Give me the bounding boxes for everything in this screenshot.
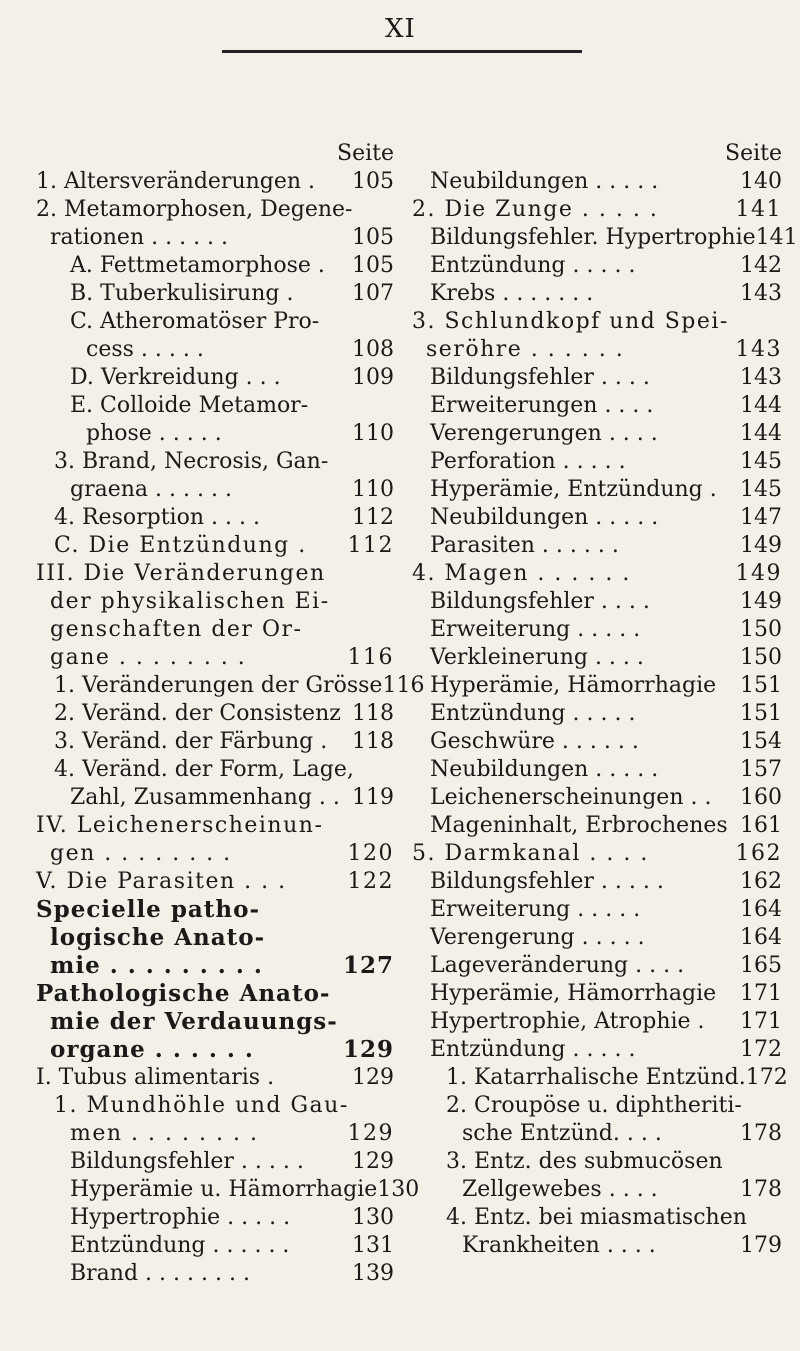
toc-page-number: 144 xyxy=(740,421,782,446)
page-number: XI xyxy=(385,14,416,44)
toc-page-number: 129 xyxy=(347,1121,394,1146)
toc-entry xyxy=(412,644,782,672)
toc-entry xyxy=(412,420,782,448)
toc-page-number: 112 xyxy=(347,533,394,558)
toc-page-number: 140 xyxy=(740,169,782,194)
toc-entry-title: Hyperämie, Hämorrhagie xyxy=(430,673,717,698)
toc-entry xyxy=(36,700,394,728)
toc-entry-title: C. Die Entzündung . xyxy=(54,533,307,558)
toc-entry-title: Zellgewebes . . . . xyxy=(462,1177,658,1202)
toc-entry-line: genschaften der Or- xyxy=(50,617,303,642)
toc-entry xyxy=(412,868,782,896)
toc-entry-line xyxy=(412,812,782,840)
toc-page-number: 162 xyxy=(735,841,782,866)
toc-entry-title: I. Tubus alimentaris . xyxy=(36,1065,275,1090)
toc-entry-title: 2. Veränd. der Consistenz xyxy=(54,701,341,726)
toc-entry-line xyxy=(412,504,782,532)
toc-entry xyxy=(36,868,394,896)
toc-entry-line xyxy=(412,952,782,980)
toc-entry-line xyxy=(412,924,782,952)
toc-entry-line: logische Anato- xyxy=(50,924,266,951)
toc-entry-title: Bildungsfehler . . . . . xyxy=(70,1149,304,1174)
toc-page-number: 149 xyxy=(740,589,782,614)
toc-page-number: 151 xyxy=(740,673,782,698)
toc-entry-line xyxy=(36,700,394,728)
toc-entry xyxy=(412,392,782,420)
toc-entry-title: 3. Veränd. der Färbung . xyxy=(54,729,328,754)
toc-page-number: 112 xyxy=(352,505,394,530)
toc-entry-line: IV. Leichenerscheinun- xyxy=(36,813,324,838)
toc-page-number: 116 xyxy=(382,673,425,698)
toc-entry-line xyxy=(412,532,782,560)
toc-entry xyxy=(36,756,394,812)
toc-entry-title: sche Entzünd. . . . xyxy=(462,1121,662,1146)
toc-entry-line xyxy=(36,952,394,980)
toc-entry xyxy=(36,504,394,532)
toc-entry xyxy=(36,1176,420,1204)
toc-entry xyxy=(412,476,782,504)
toc-entry xyxy=(36,1064,394,1092)
toc-entry-title: Geschwüre . . . . . . xyxy=(430,729,639,754)
toc-entry-line xyxy=(36,532,394,560)
toc-page-number: 151 xyxy=(740,701,782,726)
toc-page-number: 145 xyxy=(740,449,782,474)
toc-entry xyxy=(412,896,782,924)
toc-entry-title: Bildungsfehler. Hypertrophie xyxy=(430,225,756,250)
toc-entry-title: phose . . . . . xyxy=(86,421,222,446)
toc-entry-title: Verengerung . . . . . xyxy=(430,925,645,950)
toc-entry-title: Zahl, Zusammenhang . . xyxy=(70,785,340,810)
toc-entry-line xyxy=(36,840,394,868)
toc-entry-line: der physikalischen Ei- xyxy=(50,589,330,614)
toc-entry-line xyxy=(412,196,782,224)
toc-entry-line xyxy=(36,728,394,756)
toc-entry-line xyxy=(36,672,425,700)
toc-page-number: 110 xyxy=(352,477,394,502)
toc-entry xyxy=(412,616,782,644)
toc-entry xyxy=(412,980,782,1008)
toc-page-number: 129 xyxy=(342,1036,394,1063)
toc-entry-title: Entzündung . . . . . . xyxy=(70,1233,290,1258)
toc-entry-line: E. Colloide Metamor- xyxy=(70,393,309,418)
toc-entry-title: Bildungsfehler . . . . . xyxy=(430,869,664,894)
toc-entry xyxy=(412,756,782,784)
toc-entry-title: Neubildungen . . . . . xyxy=(430,169,659,194)
toc-entry-line: 1. Mundhöhle und Gau- xyxy=(54,1093,349,1118)
toc-entry xyxy=(412,700,782,728)
toc-entry-line: 3. Brand, Necrosis, Gan- xyxy=(54,449,329,474)
toc-entry-title: 1. Veränderungen der Grösse xyxy=(54,673,383,698)
toc-entry xyxy=(412,280,782,308)
header-rule xyxy=(222,50,582,53)
toc-entry-line: 3. Entz. des submucösen xyxy=(446,1149,723,1174)
toc-entry xyxy=(36,980,394,1064)
toc-entry-line xyxy=(412,756,782,784)
toc-page-number: 105 xyxy=(352,169,394,194)
toc-entry-line: Pathologische Anato- xyxy=(36,980,331,1007)
toc-page-number: 143 xyxy=(740,365,782,390)
toc-entry-title: seröhre . . . . . . xyxy=(426,337,625,362)
toc-entry-title: 5. Darmkanal . . . . xyxy=(412,841,649,866)
toc-entry xyxy=(412,364,782,392)
toc-entry-line xyxy=(412,868,782,896)
toc-entry-line xyxy=(36,420,394,448)
toc-page-number: 160 xyxy=(740,785,782,810)
toc-page-number: 109 xyxy=(352,365,394,390)
toc-entry-title: Hypertrophie, Atrophie . xyxy=(430,1009,705,1034)
toc-entry xyxy=(412,560,782,588)
toc-page-number: 143 xyxy=(740,281,782,306)
toc-entry-line xyxy=(36,1232,394,1260)
toc-entry-line xyxy=(36,784,394,812)
toc-entry-line xyxy=(36,1036,394,1064)
page-header xyxy=(0,8,800,48)
toc-entry-line xyxy=(412,476,782,504)
toc-page-number: 141 xyxy=(735,197,782,222)
toc-entry-title: Leichenerscheinungen . . xyxy=(430,785,712,810)
toc-entry-title: D. Verkreidung . . . xyxy=(70,365,281,390)
toc-entry xyxy=(412,224,798,252)
toc-entry-title: 1. Altersveränderungen . xyxy=(36,169,316,194)
toc-entry-line: C. Atheromatöser Pro- xyxy=(70,309,320,334)
toc-entry-line xyxy=(36,504,394,532)
toc-page-number: 143 xyxy=(735,337,782,362)
toc-entry xyxy=(412,308,782,364)
toc-entry-line xyxy=(412,1120,782,1148)
toc-entry-title: Verengerungen . . . . xyxy=(430,421,658,446)
toc-page-number: 108 xyxy=(352,337,394,362)
toc-right-entries xyxy=(412,168,798,1260)
toc-entry-line xyxy=(412,588,782,616)
toc-entry xyxy=(412,448,782,476)
toc-entry xyxy=(36,196,394,252)
toc-entry-title: Erweiterung . . . . . xyxy=(430,897,641,922)
toc-entry xyxy=(36,672,425,700)
toc-entry-line xyxy=(36,1148,394,1176)
toc-page-number: 131 xyxy=(352,1233,394,1258)
toc-entry-title: graena . . . . . . xyxy=(70,477,232,502)
toc-entry xyxy=(36,308,394,364)
toc-page-number: 164 xyxy=(740,925,782,950)
toc-entry-line xyxy=(36,280,394,308)
toc-entry xyxy=(412,1064,788,1092)
toc-entry-title: Perforation . . . . . xyxy=(430,449,626,474)
toc-entry-line xyxy=(412,644,782,672)
toc-page-number: 154 xyxy=(740,729,782,754)
toc-entry-title: Hypertrophie . . . . . xyxy=(70,1205,291,1230)
toc-page-number: 119 xyxy=(352,785,394,810)
toc-entry-title: Erweiterung . . . . . xyxy=(430,617,641,642)
toc-entry-line xyxy=(412,280,782,308)
toc-entry-line xyxy=(412,616,782,644)
toc-entry-line xyxy=(412,1232,782,1260)
toc-entry-line xyxy=(36,1204,394,1232)
toc-entry-line xyxy=(36,336,394,364)
toc-entry-line: 2. Metamorphosen, Degene- xyxy=(36,197,353,222)
toc-entry xyxy=(36,532,394,560)
toc-page-number: 122 xyxy=(347,869,394,894)
toc-entry-line xyxy=(412,896,782,924)
toc-entry xyxy=(36,168,394,196)
toc-entry-line: 4. Entz. bei miasmatischen xyxy=(446,1205,747,1230)
toc-page-number: 165 xyxy=(740,953,782,978)
toc-page-number: 164 xyxy=(740,897,782,922)
toc-page-number: 116 xyxy=(347,645,394,670)
toc-entry-title: A. Fettmetamorphose . xyxy=(70,253,325,278)
toc-entry xyxy=(36,1148,394,1176)
toc-entry-line xyxy=(412,168,782,196)
toc-entry-title: Hyperämie u. Hämorrhagie xyxy=(70,1177,378,1202)
toc-page-number: 161 xyxy=(740,813,782,838)
toc-entry xyxy=(412,252,782,280)
toc-page-number: 171 xyxy=(740,1009,782,1034)
toc-page-number: 178 xyxy=(740,1121,782,1146)
toc-page-number: 127 xyxy=(342,952,394,979)
toc-entry-title: Krankheiten . . . . xyxy=(462,1233,656,1258)
toc-entry-line: 4. Veränd. der Form, Lage, xyxy=(54,757,354,782)
toc-page-number: 129 xyxy=(352,1149,394,1174)
toc-entry-title: Krebs . . . . . . . xyxy=(430,281,594,306)
toc-page-number: 171 xyxy=(740,981,782,1006)
toc-page-number: 150 xyxy=(740,617,782,642)
toc-entry xyxy=(412,840,782,868)
toc-entry xyxy=(412,1204,782,1260)
toc-page-number: 120 xyxy=(347,841,394,866)
toc-page-number: 141 xyxy=(755,225,798,250)
toc-entry-line: III. Die Veränderungen xyxy=(36,561,326,586)
toc-entry-title: gane . . . . . . . . xyxy=(50,645,247,670)
toc-entry xyxy=(36,1232,394,1260)
toc-entry-line xyxy=(36,868,394,896)
toc-entry-line xyxy=(36,224,394,252)
toc-entry-line xyxy=(36,1064,394,1092)
toc-entry xyxy=(36,560,394,672)
toc-entry-line xyxy=(412,784,782,812)
toc-page-number: 178 xyxy=(740,1177,782,1202)
toc-entry xyxy=(412,924,782,952)
toc-entry xyxy=(412,1036,782,1064)
toc-entry-line xyxy=(412,980,782,1008)
toc-page-number: 105 xyxy=(352,253,394,278)
toc-entry xyxy=(412,1148,782,1204)
toc-entry-line: Specielle patho- xyxy=(36,896,261,923)
toc-entry-line xyxy=(36,1120,394,1148)
toc-entry-line xyxy=(412,364,782,392)
toc-left-column xyxy=(36,140,425,1288)
toc-entry xyxy=(412,1008,782,1036)
toc-page-number: 172 xyxy=(740,1037,782,1062)
toc-entry-title: Neubildungen . . . . . xyxy=(430,505,659,530)
toc-entry-line: 3. Schlundkopf und Spei- xyxy=(412,309,729,334)
toc-entry xyxy=(412,196,782,224)
toc-entry-line xyxy=(412,560,782,588)
toc-entry-title: gen . . . . . . . . xyxy=(50,841,232,866)
toc-entry-line xyxy=(36,252,394,280)
toc-page-number: 129 xyxy=(352,1065,394,1090)
toc-entry xyxy=(412,1092,782,1148)
toc-entry xyxy=(36,812,394,868)
toc-entry-title: 2. Die Zunge . . . . . xyxy=(412,197,659,222)
toc-entry xyxy=(36,728,394,756)
toc-entry-title: 1. Katarrhalische Entzünd. xyxy=(446,1065,746,1090)
toc-left-entries xyxy=(36,168,425,1288)
toc-entry-line xyxy=(412,224,798,252)
toc-entry-line xyxy=(412,728,782,756)
seite-label: Seite xyxy=(337,141,394,166)
toc-page-number: 142 xyxy=(740,253,782,278)
toc-entry-line xyxy=(412,252,782,280)
toc-entry-line xyxy=(412,1008,782,1036)
toc-entry-line xyxy=(36,1176,420,1204)
toc-entry-title: Verkleinerung . . . . xyxy=(430,645,644,670)
toc-page-number: 118 xyxy=(352,729,394,754)
toc-entry-title: Entzündung . . . . . xyxy=(430,701,636,726)
toc-page-number: 130 xyxy=(377,1177,420,1202)
toc-entry-title: Brand . . . . . . . . xyxy=(70,1261,250,1286)
toc-entry xyxy=(412,784,782,812)
toc-entry-title: Entzündung . . . . . xyxy=(430,253,636,278)
toc-entry xyxy=(412,728,782,756)
toc-entry xyxy=(412,532,782,560)
toc-entry xyxy=(412,168,782,196)
toc-page-number: 130 xyxy=(352,1205,394,1230)
toc-page-number: 172 xyxy=(745,1065,788,1090)
toc-entry xyxy=(36,1260,394,1288)
toc-entry xyxy=(36,1204,394,1232)
toc-entry-title: Mageninhalt, Erbrochenes xyxy=(430,813,728,838)
toc-entry xyxy=(36,392,394,448)
toc-entry-title: Bildungsfehler . . . . xyxy=(430,365,650,390)
toc-page-number: 110 xyxy=(352,421,394,446)
toc-entry xyxy=(36,280,394,308)
toc-entry-title: V. Die Parasiten . . . xyxy=(36,869,287,894)
toc-page-number: 144 xyxy=(740,393,782,418)
toc-entry-line: mie der Verdauungs- xyxy=(50,1008,338,1035)
seite-label: Seite xyxy=(725,141,782,166)
toc-entry-title: men . . . . . . . . xyxy=(70,1121,259,1146)
toc-entry xyxy=(36,252,394,280)
toc-page-number: 150 xyxy=(740,645,782,670)
toc-entry xyxy=(412,812,782,840)
toc-page-number: 139 xyxy=(352,1261,394,1286)
toc-entry-line xyxy=(412,672,782,700)
toc-entry-title: B. Tuberkulisirung . xyxy=(70,281,294,306)
toc-entry-line xyxy=(36,644,394,672)
toc-page-number: 149 xyxy=(740,533,782,558)
toc-entry xyxy=(36,1092,394,1148)
toc-page-number: 105 xyxy=(352,225,394,250)
toc-entry-line xyxy=(412,448,782,476)
toc-entry-line xyxy=(412,700,782,728)
toc-page-number: 107 xyxy=(352,281,394,306)
toc-entry-title: Bildungsfehler . . . . xyxy=(430,589,650,614)
toc-page-number: 118 xyxy=(352,701,394,726)
toc-page-number: 157 xyxy=(740,757,782,782)
toc-entry-title: Hyperämie, Entzündung . xyxy=(430,477,717,502)
toc-entry-line xyxy=(412,420,782,448)
toc-entry-line xyxy=(412,1036,782,1064)
toc-page-number: 162 xyxy=(740,869,782,894)
toc-entry-title: Hyperämie, Hämorrhagie xyxy=(430,981,717,1006)
toc-entry xyxy=(412,952,782,980)
toc-page-number: 179 xyxy=(740,1233,782,1258)
toc-entry-line xyxy=(412,336,782,364)
toc-page-number: 145 xyxy=(740,477,782,502)
toc-entry-line xyxy=(36,476,394,504)
toc-page-number: 147 xyxy=(740,505,782,530)
toc-entry-line xyxy=(412,1064,788,1092)
toc-entry-line xyxy=(36,1260,394,1288)
toc-entry-title: cess . . . . . xyxy=(86,337,204,362)
toc-page-number: 149 xyxy=(735,561,782,586)
toc-entry-title: mie . . . . . . . . . xyxy=(50,952,263,979)
toc-entry-title: Lageveränderung . . . . xyxy=(430,953,685,978)
toc-right-column xyxy=(412,140,798,1260)
toc-entry xyxy=(412,588,782,616)
toc-entry-title: Neubildungen . . . . . xyxy=(430,757,659,782)
toc-entry-title: 4. Resorption . . . . xyxy=(54,505,260,530)
toc-entry xyxy=(412,504,782,532)
toc-entry-title: Parasiten . . . . . . xyxy=(430,533,619,558)
toc-entry xyxy=(412,672,782,700)
toc-entry-title: 4. Magen . . . . . . xyxy=(412,561,631,586)
toc-entry xyxy=(36,896,394,980)
toc-entry xyxy=(36,364,394,392)
toc-entry-title: Erweiterungen . . . . xyxy=(430,393,654,418)
toc-entry-line xyxy=(412,1176,782,1204)
toc-entry-title: rationen . . . . . . xyxy=(50,225,229,250)
toc-entry-title: Entzündung . . . . . xyxy=(430,1037,636,1062)
toc-entry-title: organe . . . . . . xyxy=(50,1036,254,1063)
toc-entry-line xyxy=(36,168,394,196)
toc-entry-line xyxy=(36,364,394,392)
toc-entry-line xyxy=(412,392,782,420)
toc-entry-line: 2. Croupöse u. diphtheriti- xyxy=(446,1093,742,1118)
toc-entry-line xyxy=(412,840,782,868)
toc-entry xyxy=(36,448,394,504)
